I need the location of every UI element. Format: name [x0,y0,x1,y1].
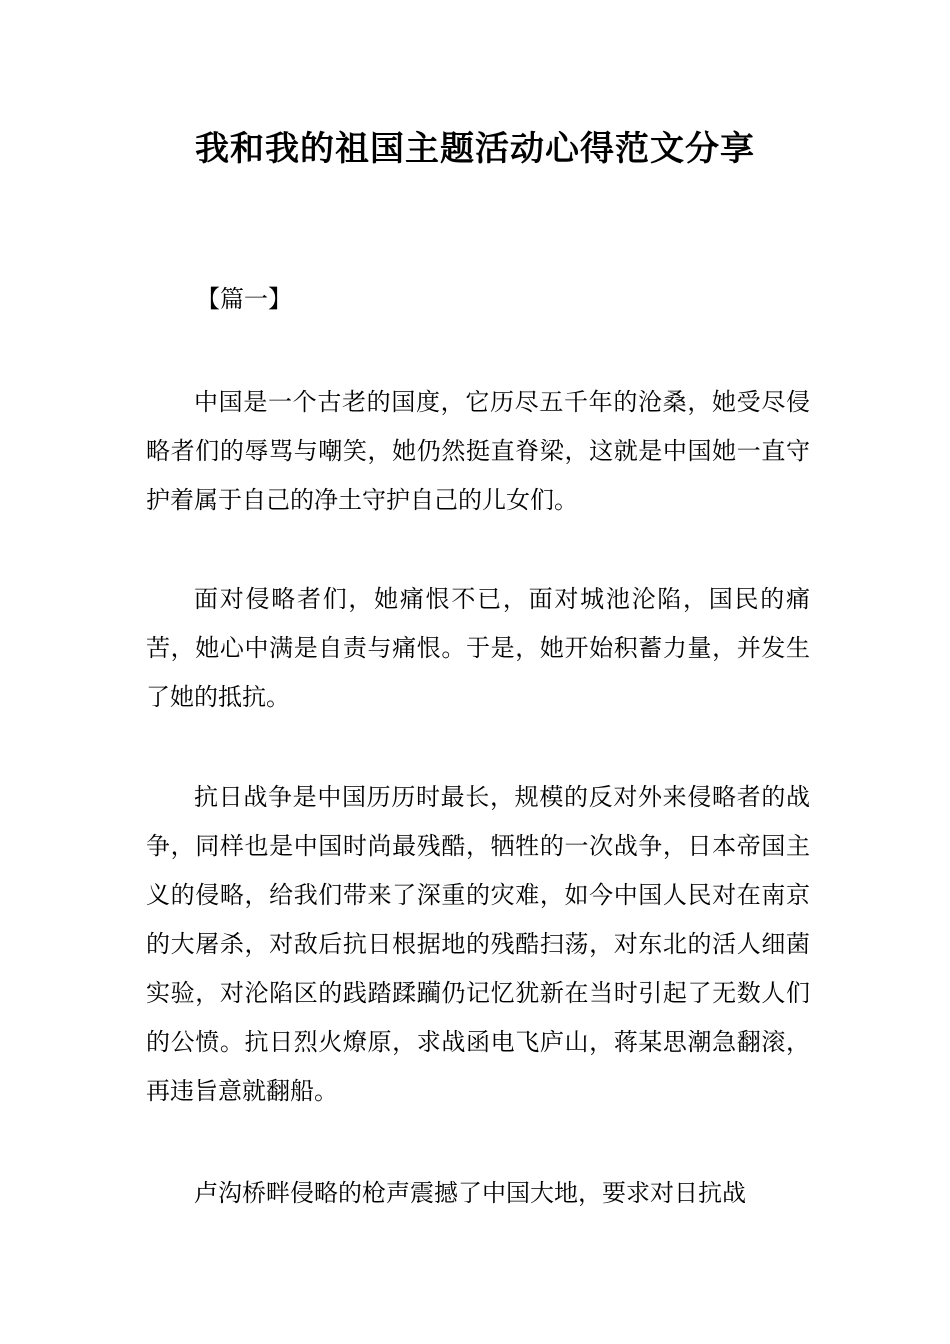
paragraph-4: 卢沟桥畔侵略的枪声震撼了中国大地，要求对日抗战 [194,1179,746,1207]
page-title: 我和我的祖国主题活动心得范文分享 [195,129,755,169]
paragraph-1: 中国是一个古老的国度，它历尽五千年的沧桑，她受尽侵略者们的辱骂与嘲笑，她仍然挺直脊梁，这就是中国她一直守护着属于自己的净土守护自己的儿女们。 [146,388,810,514]
section-heading: 【篇一】 [196,285,292,313]
paragraph-3: 抗日战争是中国历历时最长，规模的反对外来侵略者的战争，同样也是中国时尚最残酷，牺牲的一次战争，日本帝国主义的侵略，给我们带来了深重的灾难，如今中国人民对在南京的大屠杀，对敌后抗日根据地的残酷扫荡，对东北的活人细菌实验，对沦陷区的践踏蹂躏仍记忆犹新在当时引起了无数人们的公愤。抗日烈火燎原，求战函电飞庐山，蒋某思潮急翻滚，再违旨意就翻船。 [146,783,810,1105]
paragraph-2: 面对侵略者们，她痛恨不已，面对城池沦陷，国民的痛苦，她心中满是自责与痛恨。于是，她开始积蓄力量，并发生了她的抵抗。 [146,585,810,711]
